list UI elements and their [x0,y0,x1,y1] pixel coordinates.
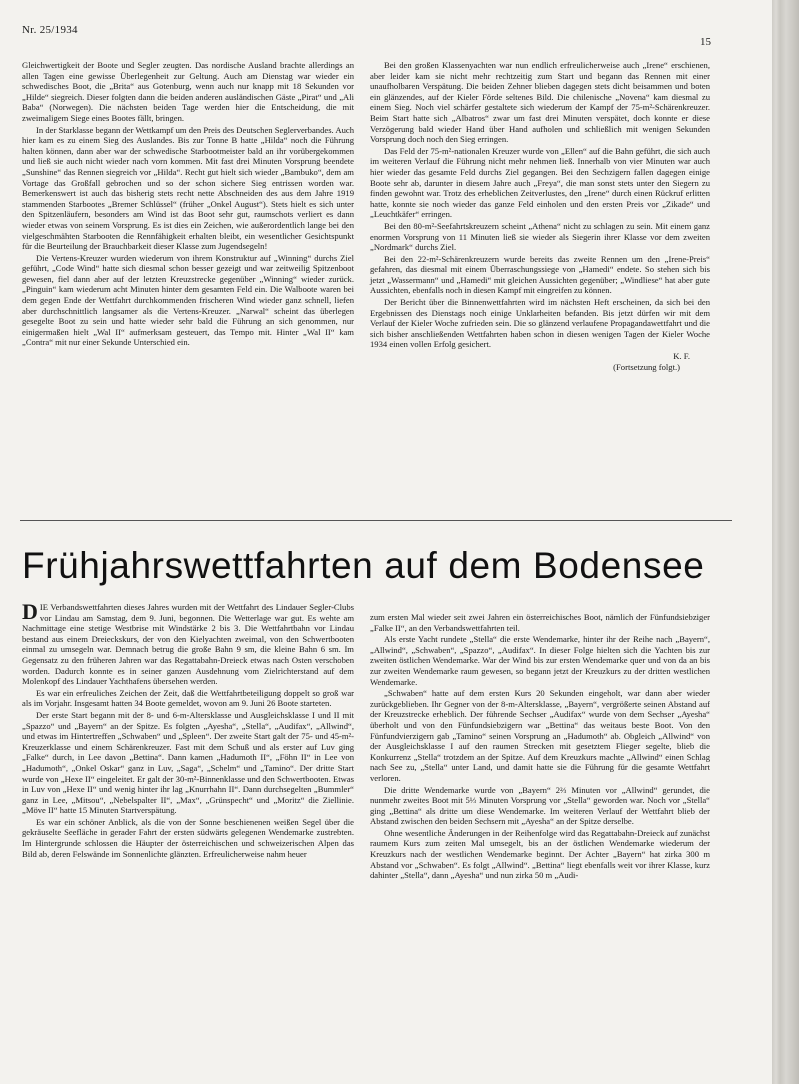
paragraph: zum ersten Mal wieder seit zwei Jahren ein österreichisches Boot, nämlich der Fünfundsiebziger „Falke II“, an den Verbandswettfahrten teil. [370,612,710,633]
paragraph-text: IE Verbandswettfahrten dieses Jahres wurden mit der Wettfahrt des Lindauer Segler-Clubs vor Lindau am Samstag, dem 9. Juni, begonnen. Die Wetterlage war gut. Es wehte am Nachmittage eine stetige Westbrise mit Windstärke 2 bis 3. Die Wettfahrtbahn vor Lindau bestand aus einem Dreieckskurs, der von den Kielyachten zweimal, von den Schwertbooten einmal zu umsegeln war. Demnach betrug die große Bahn 9 sm, die kleine Bahn 6 sm. Im Gegensatz zu den früheren Jahren war das Regattabahn-Dreieck etwas nach Osten verschoben worden. Dadurch konnte es in seiner ganzen Ausdehnung vom Zielrichterstand auf dem Molenkopf des Lindauer Yachthafens übersehen werden. [22,602,354,687]
section-divider [20,520,732,521]
continued-note: (Fortsetzung folgt.) [613,361,680,372]
paragraph: Bei den großen Klassenyachten war nun endlich erfreulicherweise auch „Irene“ erschienen, aber leider kam sie nicht mehr rechtzeitig zum Start und begann das Rennen mit einer unaufholbaren Verspätung. Die beiden Zehner blieben dagegen stets dicht beisammen und boten ein glänzendes, auf der Kieler Förde seltenes Bild. Die chilenische „Novena“ kam diesmal zu einem Sieg. Noch viel schärfer gestaltete sich wiederum der Kampf der 75-m²-Schärenkreuzer. Beim Start hatte sich „Albatros“ zwar um fast drei Minuten verspätet, doch konnte er diese Verzögerung bald wieder Hand über Hand aufholen und schließlich mit wenigen Sekunden Vorsprung doch noch den Sieg erringen. [370,60,710,145]
paragraph: „Schwaben“ hatte auf dem ersten Kurs 20 Sekunden eingeholt, war dann aber wieder zurückgeblieben. Ihr Gegner von der 8-m-Altersklasse, „Bayern“, vergrößerte seinen Abstand auf der Kreuzstrecke erheblich. Der führende Sechser „Audifax“ wurde von dem Sechser „Ayesha“ überholt und von den Fünfundsiebzigern war „Bettina“ das weitaus beste Boot. Von den Fünfundvierzigern gab „Tamino“ seinen Vorsprung an „Hadumoth“ ab. Obgleich „Allwind“ von der Ausgleichsklasse I auf den raumen Strecken mit gesetztem Flieger segelte, blieb die Konkurrenz „Stella“ trotzdem an der Spitze. Auf dem Kreuzkurs machte „Allwind“ einen Schlag nach See zu, „Stella“ unter Land, und damit hatte sie die Führung für die gesamte Wettfahrt verloren. [370,688,710,783]
author-signature: K. F. [673,351,690,362]
paragraph: In der Starklasse begann der Wettkampf um den Preis des Deutschen Seglerverbandes. Auch hier kam es zu einem Sieg des Auslandes. Bis zur Tonne B hatte „Hilda“ noch die Führung halten können, dann aber war der schwedische Starbootmeister bald an ihr vorübergekommen und ließ sie auch nicht wieder nach vorn kommen. Mit fast drei Minuten Vorsprung beendete „Sunshine“ das Rennen siegreich vor „Hilda“. Recht gut hielt sich wieder „Bambuko“, dem am Vortage das Großfall gebrochen und so der schon sichere Sieg entrissen worden war. Bemerkenswert ist auch das bisherig stets recht nette Abschneiden des aus dem Jahre 1919 stammenden Starbootes „Bremer Schlüssel“ (früher „Onkel August“). Stets hielt es sich unter den Spitzenläufern, besonders am Wind ist das Boot sehr gut, raumschots verliert es dann wieder etwas von seinem Vorsprung. Es ist dies ein Zeichen, wie außerordentlich lange bei den vielgeschmähten Starbooten die Rennfähigkeit erhalten bleibt, ein wesentlicher Gesichtspunkt für die Beurteilung der Brauchbarkeit dieser Klasse zum Jugendsegeln! [22,124,354,252]
article-column-4 [370,612,710,882]
paragraph: Die dritte Wendemarke wurde von „Bayern“ 2⅔ Minuten vor „Allwind“ gerundet, die nunmehr zweites Boot mit 5⅓ Minuten Vorsprung vor „Stella“ geworden war. Noch vor „Stella“ ging „Bettina“ als dritte um diese Wendemarke. Im weiteren Verlauf der Wettfahrt blieb der Abstand zwischen den beiden Sechsern mit „Ayesha“ an der Spitze derselbe. [370,784,710,827]
paragraph: Bei den 80-m²-Seefahrtskreuzern scheint „Athena“ nicht zu schlagen zu sein. Mit einem ganz enormen Vorsprung von 11 Minuten ließ sie wieder als Siegerin ihrer Klasse vor dem zweiten „Nordmark“ durchs Ziel. [370,220,710,253]
paragraph: Der erste Start begann mit der 8- und 6-m-Altersklasse und Ausgleichsklasse I und II mit „Spazzo“ und „Bayern“ an der Spitze. Es folgten „Ayesha“, „Stella“, „Audifax“, „Allwind“, und etwas im Hintertreffen „Schwaben“ und „Spleen“. Der zweite Start galt der 75- und 45-m²-Kreuzerklasse und einem Schärenkreuzer. Fast mit dem Schuß und als erster auf Luv ging „Falke“ durch, in Lee davon „Bettina“. Dann kamen „Hadumoth II“, „Föhn II“ in Lee von „Hadumoth“, „Onkel Oskar“ ganz in Luv, „Saga“, „Schelm“ und „Tamino“. Der dritte Start wurde von „Hexe II“ eingeleitet. Er galt der 30-m²-Binnenklasse und den Schwertbooten. Etwas in Luv von „Hexe II“ und wenig hinter ihr lag „Knurrhahn II“. Dann durchsegelten „Bummler“ ganz in Lee, „Mitsou“, „Nebelspalter II“, „Max“, „Grünspecht“ und „Moritz“ die Ziellinie. „Möve II“ hatte 15 Minuten Startverspätung. [22,709,354,816]
paragraph: Es war ein schöner Anblick, als die von der Sonne beschienenen weißen Segel über die gekräuselte Seefläche in gerader Fahrt der ersten südwärts gelegenen Wendemarke zustrebten. Im Hintergrunde schlossen die Häupter der österreichischen und schweizerischen Alpen das Bild ab, deren Felswände im Sonnenlichte glänzten. Erfreulicherweise nahm heuer [22,816,354,859]
paragraph [22,599,354,687]
paragraph: Gleichwertigkeit der Boote und Segler zeugten. Das nordische Ausland brachte allerdings an allen Tagen eine gewisse Überlegenheit zur Geltung. Auch am Dienstag war wieder ein schwedisches Boot, die „Brita“ aus Gotenburg, wenn auch nur knapp mit 18 Sekunden vor „Hilde“ siegreich. Dieser folgten dann die beiden anderen ausländischen Gäste „Pirat“ und „Ali Baba“ (Norwegen). Die nächsten beiden Tage werden hier die Entscheidung, die mit zweimaligem Siege eines Bootes fällt, bringen. [22,60,354,123]
paragraph: Bei den 22-m²-Schärenkreuzern wurde bereits das zweite Rennen um den „Irene-Preis“ gefahren, das diesmal mit einem Überraschungssiege von „Hamedi“ endete. So stehen sich bis jetzt „Wassermann“ und „Hamedi“ mit gleichen Aussichten gegenüber; „Windliese“ hat aber gute Aussichten, ebenfalls noch in diesen Kampf mit eingreifen zu können. [370,253,710,296]
article-column-3 [22,599,354,860]
paragraph: Das Feld der 75-m²-nationalen Kreuzer wurde von „Ellen“ auf die Bahn geführt, die sich auch im weiteren Verlauf die Führung nicht mehr nehmen ließ. Innerhalb von vier Minuten war auch hier wieder das gesamte Feld durchs Ziel gegangen. Bei den Sechzigern fallen dagegen einige Boote sehr ab, darunter in diesem Jahre auch „Freya“, die man sonst stets unter den Siegern zu finden gewohnt war. Trotz des erheblichen Zeitverlustes, den „Irene“ durch einen Rückruf erlitten hatte, konnte sie noch wieder das ganze Feld einholen und den ersten Preis vor „Zikade“ und „Leuchtkäfer“ erringen. [370,145,710,220]
paragraph: Als erste Yacht rundete „Stella“ die erste Wendemarke, hinter ihr der Reihe nach „Bayern“, „Allwind“, „Schwaben“, „Spazzo“, „Audifax“. In dieser Folge hielten sich die Yachten bis zur zweiten östlichen Wendemarke. War der Wind bis zur ersten Wendemarke quer und von da an bis zur zweiten Wendemarke raum gewesen, so begann jetzt der Kreuzkurs zu der dritten westlichen Wendemarke. [370,634,710,687]
paragraph: Der Bericht über die Binnenwettfahrten wird im nächsten Heft erscheinen, da sich bei den Ergebnissen des Dienstags noch einige Unklarheiten befanden. Bis jetzt dürfen wir mit dem Verlauf der Kieler Woche zufrieden sein. Die so glänzend verlaufene Propagandawettfahrt und die sich bisher anschließenden Wettfahrten haben schon in diesen wenigen Tagen der Kieler Woche 1934 einen vollen Erfolg gesichert. [370,297,710,350]
article-column-1 [22,60,354,349]
drop-cap: D [22,599,38,624]
paragraph: Ohne wesentliche Änderungen in der Reihenfolge wird das Regattabahn-Dreieck auf zunächst raumem Kurs zum zeiten Mal umsegelt, bis an der östlichen Wendemarke wiederum der Kreuzkurs nach der westlichen Wendemarke beginnt. Der Achter „Bayern“ hat zirka 300 m Abstand vor „Schwaben“. Es folgt „Allwind“. „Bettina“ liegt ebenfalls weit vor ihrer Klasse, kurz dahinter „Stella“, dann „Ayesha“ und nun zirka 50 m „Audi- [370,827,710,881]
article-column-2 [370,60,710,372]
paragraph: Es war ein erfreuliches Zeichen der Zeit, daß die Wettfahrtbeteiligung doppelt so groß war als im Vorjahr. Insgesamt hatten 34 Boote gemeldet, wovon am 9. Juni 26 Boote starteten. [22,687,354,709]
page-number: 15 [700,36,711,48]
paragraph: Die Vertens-Kreuzer wurden wiederum von ihrem Konstruktur auf „Winning“ durchs Ziel geführt, „Code Wind“ hatte sich diesmal schon besser gezeigt und war zeitweilig Spitzenboot gewesen, fiel dann aber auf der letzten Kreuzstrecke gegenüber „Winning“ wieder zurück. „Pinguin“ kam wiederum acht Minuten hinter dem gesamten Feld ein. Die Walboote waren bei dem gegen Ende der Wettfahrt durchkommenden frischeren Wind wieder ganz schnell, liefen aber durchschnittlich langsamer als die Vertens-Kreuzer. „Narwal“ scheint das überlegen gesegelte Boot zu sein und hatte wieder sehr bald die Führung an sich genommen, nur einigermaßen hielt „Wal II“ aufmerksam gesteuert, das Tempo mit. Hinter „Wal II“ kam „Contra“ mit nur einer Sekunde Unterschied ein. [22,252,354,348]
article-headline: Frühjahrswettfahrten auf dem Bodensee [22,545,705,586]
page-edge [772,0,799,1084]
issue-number: Nr. 25/1934 [22,24,78,36]
